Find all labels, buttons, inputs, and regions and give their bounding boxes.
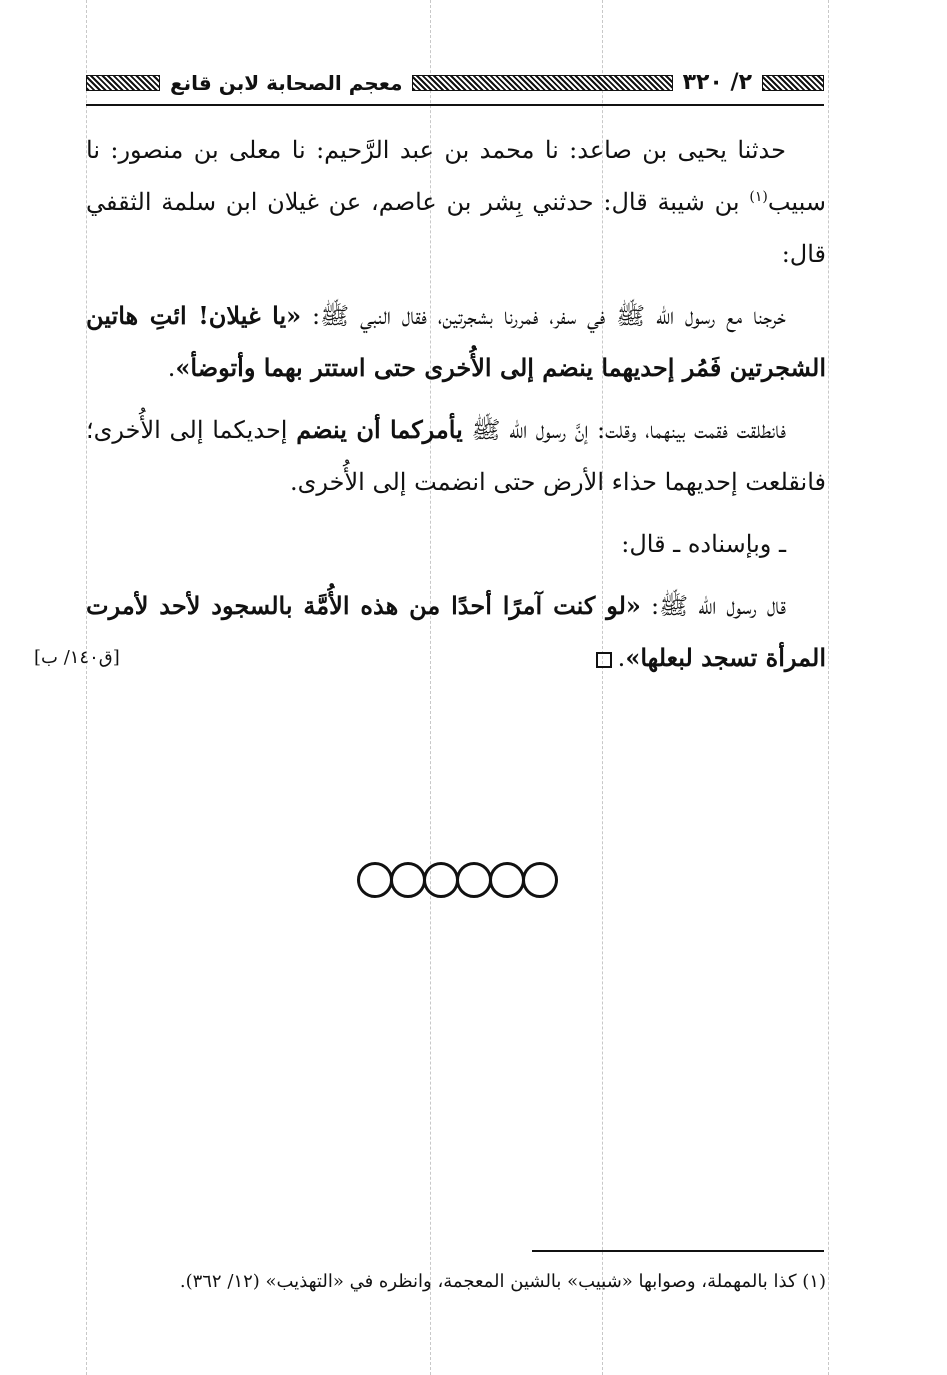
paragraph-isnad-2 [86, 518, 826, 570]
hadith-2-quote: «لو كنت آمرًا أحدًا من هذه الأُمَّة بالسجود لأحد لأمرت المرأة تسجد لبعلها» [86, 591, 826, 672]
isnad-text-a: حدثنا يحيى بن صاعد: نا محمد بن عبد الرَّحيم: نا معلى بن منصور: نا سبيب [86, 136, 826, 216]
book-title: معجم الصحابة لابن قانع [170, 70, 403, 95]
ring-icon [489, 862, 525, 898]
narration-text: فانطلقت فقمت بينهما، وقلت: إنَّ رسول الله ﷺ [462, 416, 786, 444]
scan-guide-line [828, 0, 829, 1375]
ring-icon [456, 862, 492, 898]
header-ornament [86, 75, 160, 91]
period: . [617, 644, 626, 672]
paragraph-hadith [86, 290, 826, 394]
narration-bold: يأمركما أن ينضم [296, 415, 463, 444]
manuscript-folio-note: [ق١٤٠/ ب] [34, 647, 120, 668]
ring-icon [423, 862, 459, 898]
section-divider-rings [360, 862, 558, 898]
end-square-icon [596, 652, 612, 668]
ring-icon [357, 862, 393, 898]
footnote-reference[interactable]: (١) [749, 189, 768, 205]
narration-text-b: إحديكما إلى الأُخرى؛ فانقلعت إحديهما حذاء الأرض حتى انضمت إلى الأُخرى. [86, 416, 826, 496]
paragraph-isnad [86, 124, 826, 280]
header-rule [86, 104, 824, 106]
header-ornament [412, 75, 672, 91]
hadith-quote: «يا غيلان! ائتِ هاتين الشجرتين فَمُر إحديهما ينضم إلى الأُخرى حتى استتر بهما وأتوضأ» [86, 301, 826, 382]
page-number: ٢/ ٣٢٠ [682, 70, 752, 95]
period: . [167, 354, 176, 382]
footnote-rule [532, 1250, 824, 1252]
running-header [86, 66, 824, 106]
header-ornament [762, 75, 824, 91]
hadith-text: خرجنا مع رسول الله ﷺ في سفر، فمررنا بشجرتين، فقال النبي ﷺ: [301, 302, 787, 330]
paragraph-narration [86, 404, 826, 508]
main-text [34, 124, 826, 694]
hadith-2-text: قال رسول الله ﷺ: [640, 592, 787, 620]
footnote: (١) كذا بالمهملة، وصوابها «شبيب» بالشين المعجمة، وانظره في «التهذيب» (١٢/ ٣٦٢). [179, 1271, 826, 1292]
paragraph-hadith-2 [34, 580, 826, 684]
ring-icon [390, 862, 426, 898]
isnad-2-text: ـ وبإسناده ـ قال: [621, 530, 786, 558]
isnad-text-b: بن شيبة قال: حدثني بِشر بن عاصم، عن غيلان ابن سلمة الثقفي قال: [86, 188, 826, 268]
ring-icon [522, 862, 558, 898]
